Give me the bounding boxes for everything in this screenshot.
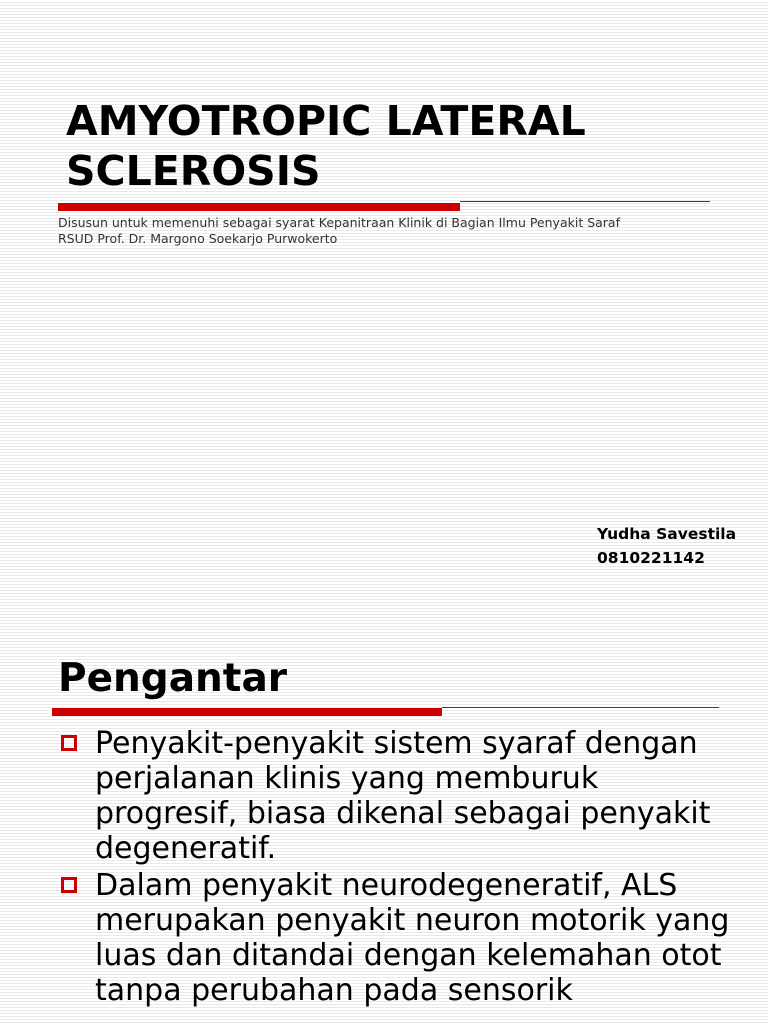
hollow-square-icon: [61, 877, 77, 893]
author-block: [597, 522, 736, 570]
title-underline-thin: [442, 707, 719, 708]
title-underline-thick: [58, 203, 460, 211]
bullet-item: [58, 726, 738, 866]
bullet-text: Dalam penyakit neurodegeneratif, ALS merupakan penyakit neuron motorik yang luas dan ditandai dengan kelemahan otot tanpa perubahan pada sensorik: [95, 868, 730, 1008]
content-slide: [0, 620, 768, 1024]
title-underline-thick: [52, 708, 442, 716]
slide-title: Pengantar: [58, 656, 287, 701]
hollow-square-icon: [61, 735, 77, 751]
subtitle-line: Disusun untuk memenuhi sebagai syarat Kepanitraan Klinik di Bagian Ilmu Penyakit Saraf: [58, 215, 620, 230]
bullet-item: [58, 868, 738, 1008]
subtitle-line: RSUD Prof. Dr. Margono Soekarjo Purwokerto: [58, 231, 338, 246]
bullet-list: [58, 726, 738, 1010]
slide-title: AMYOTROPIC LATERAL SCLEROSIS: [66, 97, 586, 195]
author-name: Yudha Savestila: [597, 525, 737, 543]
bullet-text: Penyakit-penyakit sistem syaraf dengan perjalanan klinis yang memburuk progresif, biasa dikenal sebagai penyakit degeneratif.: [95, 726, 711, 866]
slide-subtitle: [58, 215, 620, 247]
author-id: 0810221142: [597, 549, 705, 567]
title-underline-thin: [460, 201, 710, 202]
